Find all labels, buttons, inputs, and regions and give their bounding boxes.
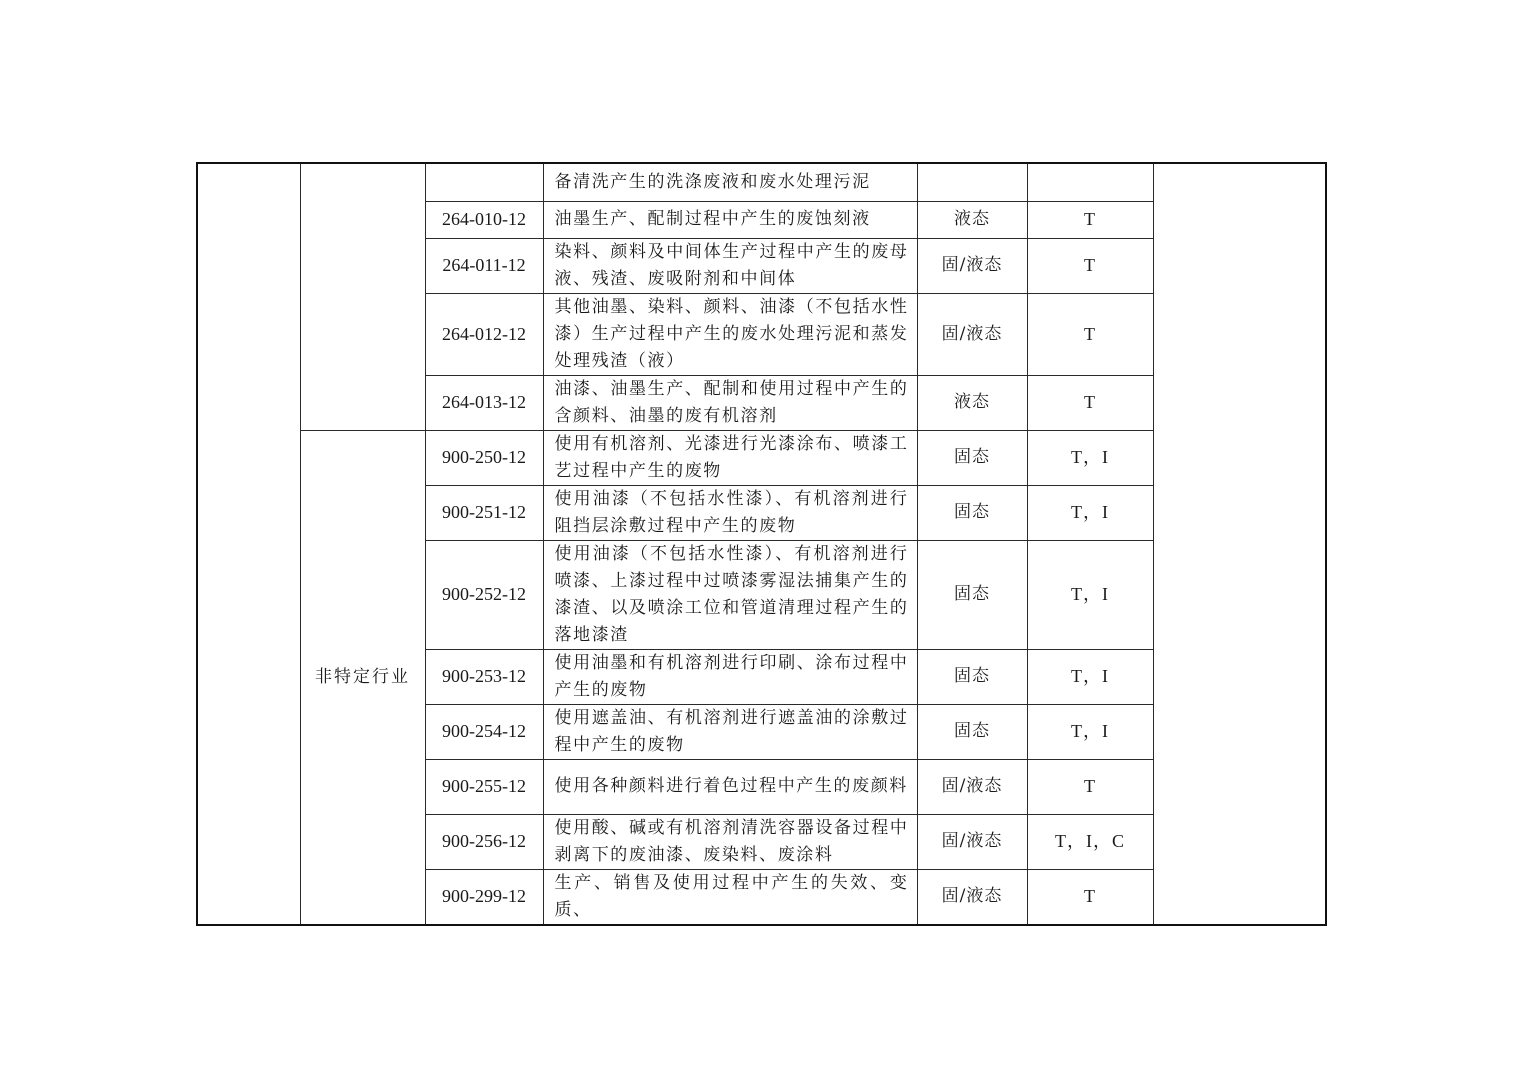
code-cell: 900-255-12 [425,759,543,814]
hazardous-waste-table [196,162,1327,926]
hazard-cell: T，I [1027,430,1153,485]
description-cell: 使用油漆（不包括水性漆）、有机溶剂进行喷漆、上漆过程中过喷漆雾湿法捕集产生的漆渣、以及喷涂工位和管道清理过程产生的落地漆渣 [543,540,917,649]
state-cell: 液态 [917,201,1027,238]
description-cell: 使用油墨和有机溶剂进行印刷、涂布过程中产生的废物 [543,649,917,704]
hazard-cell: T，I，C [1027,814,1153,869]
code-cell: 900-251-12 [425,485,543,540]
description-cell: 染料、颜料及中间体生产过程中产生的废母液、残渣、废吸附剂和中间体 [543,238,917,293]
code-cell: 264-011-12 [425,238,543,293]
hazard-cell: T [1027,201,1153,238]
code-cell: 264-012-12 [425,293,543,375]
industry-cell: 非特定行业 [300,430,425,925]
state-cell: 固态 [917,704,1027,759]
state-cell [917,163,1027,201]
hazard-cell: T，I [1027,540,1153,649]
hazard-cell: T [1027,238,1153,293]
description-cell: 使用酸、碱或有机溶剂清洗容器设备过程中剥离下的废油漆、废染料、废涂料 [543,814,917,869]
code-cell: 264-010-12 [425,201,543,238]
hazard-cell: T [1027,759,1153,814]
hazard-cell: T，I [1027,649,1153,704]
code-cell: 900-250-12 [425,430,543,485]
hazard-cell: T [1027,293,1153,375]
description-cell: 其他油墨、染料、颜料、油漆（不包括水性漆）生产过程中产生的废水处理污泥和蒸发处理残渣（液） [543,293,917,375]
description-cell: 油墨生产、配制过程中产生的废蚀刻液 [543,201,917,238]
industry-cell-upper [300,163,425,430]
state-cell: 固/液态 [917,869,1027,925]
description-cell: 备清洗产生的洗涤废液和废水处理污泥 [543,163,917,201]
description-cell: 使用有机溶剂、光漆进行光漆涂布、喷漆工艺过程中产生的废物 [543,430,917,485]
state-cell: 固态 [917,540,1027,649]
code-cell: 900-299-12 [425,869,543,925]
description-cell: 使用遮盖油、有机溶剂进行遮盖油的涂敷过程中产生的废物 [543,704,917,759]
code-cell: 900-252-12 [425,540,543,649]
code-cell: 900-254-12 [425,704,543,759]
state-cell: 固/液态 [917,293,1027,375]
state-cell: 固/液态 [917,814,1027,869]
code-cell: 900-253-12 [425,649,543,704]
description-cell: 油漆、油墨生产、配制和使用过程中产生的含颜料、油墨的废有机溶剂 [543,375,917,430]
state-cell: 固态 [917,485,1027,540]
state-cell: 固/液态 [917,238,1027,293]
hazard-cell: T，I [1027,704,1153,759]
code-cell: 900-256-12 [425,814,543,869]
code-cell: 264-013-12 [425,375,543,430]
hazard-cell [1027,163,1153,201]
table-row [197,163,1326,201]
description-cell: 使用油漆（不包括水性漆）、有机溶剂进行阻挡层涂敷过程中产生的废物 [543,485,917,540]
category-cell [197,163,300,925]
state-cell: 固态 [917,430,1027,485]
hazard-cell: T，I [1027,485,1153,540]
notes-cell [1153,163,1326,925]
description-cell: 生产、销售及使用过程中产生的失效、变质、 [543,869,917,925]
code-cell [425,163,543,201]
description-cell: 使用各种颜料进行着色过程中产生的废颜料 [543,759,917,814]
state-cell: 液态 [917,375,1027,430]
table-body [197,163,1326,925]
hazard-cell: T [1027,869,1153,925]
state-cell: 固/液态 [917,759,1027,814]
state-cell: 固态 [917,649,1027,704]
hazard-cell: T [1027,375,1153,430]
